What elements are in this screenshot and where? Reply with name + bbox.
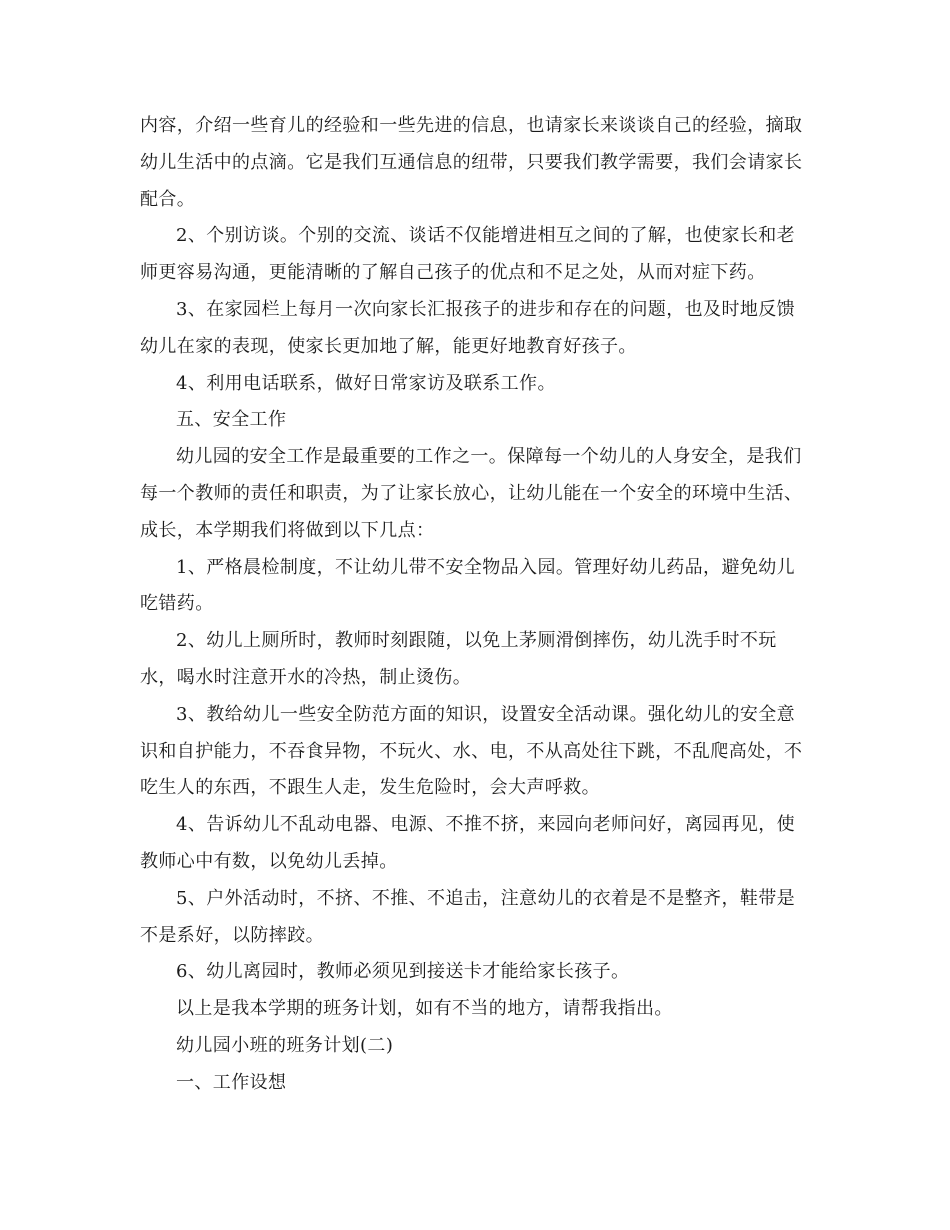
text-line: 幼儿园的安全工作是最重要的工作之一。保障每一个幼儿的人身安全，是我们 (176, 446, 802, 468)
text-line: 幼儿生活中的点滴。它是我们互通信息的纽带，只要我们教学需要，我们会请家长 (140, 151, 803, 173)
text-line: 2、幼儿上厕所时，教师时刻跟随，以免上茅厕滑倒摔伤，幼儿洗手时不玩 (176, 630, 777, 652)
text-line: 每一个教师的责任和职责，为了让家长放心，让幼儿能在一个安全的环境中生活、 (140, 482, 803, 504)
text-line: 教师心中有数，以免幼儿丢掉。 (140, 850, 398, 872)
text-line: 师更容易沟通，更能清晰的了解自己孩子的优点和不足之处，从而对症下药。 (140, 262, 766, 284)
text-line: 以上是我本学期的班务计划，如有不当的地方，请帮我指出。 (176, 998, 673, 1020)
text-line: 4、利用电话联系，做好日常家访及联系工作。 (176, 372, 556, 394)
text-line: 配合。 (140, 188, 196, 210)
text-line: 2、个别访谈。个别的交流、谈话不仅能增进相互之间的了解，也使家长和老 (176, 225, 796, 247)
text-line: 4、告诉幼儿不乱动电器、电源、不推不挤，来园向老师问好，离园再见，使 (176, 814, 796, 836)
text-line: 内容，介绍一些育儿的经验和一些先进的信息，也请家长来谈谈自己的经验，摘取 (140, 115, 803, 136)
text-line: 不是系好，以防摔跤。 (140, 924, 324, 946)
text-line: 吃生人的东西，不跟生人走，发生危险时，会大声呼救。 (140, 777, 600, 799)
text-line: 1、严格晨检制度，不让幼儿带不安全物品入园。管理好幼儿药品，避免幼儿 (176, 556, 796, 578)
text-line: 水，喝水时注意开水的冷热，制止烫伤。 (140, 666, 472, 688)
text-line: 幼儿在家的表现，使家长更加地了解，能更好地教育好孩子。 (140, 335, 637, 357)
text-line: 5、户外活动时，不挤、不推、不追击，注意幼儿的衣着是不是整齐，鞋带是 (176, 887, 796, 909)
section-heading: 五、安全工作 (176, 409, 287, 431)
text-line: 6、幼儿离园时，教师必须见到接送卡才能给家长孩子。 (176, 961, 630, 983)
section-heading: 一、工作设想 (176, 1071, 287, 1093)
document-subtitle: 幼儿园小班的班务计划(二) (176, 1034, 394, 1056)
document-body (140, 108, 818, 1102)
text-line: 成长，本学期我们将做到以下几点： (140, 519, 435, 541)
text-line: 3、在家园栏上每月一次向家长汇报孩子的进步和存在的问题，也及时地反馈 (176, 298, 796, 320)
text-line: 识和自护能力，不吞食异物，不玩火、水、电，不从高处往下跳，不乱爬高处，不 (140, 740, 803, 762)
text-line: 吃错药。 (140, 593, 214, 615)
text-line: 3、教给幼儿一些安全防范方面的知识，设置安全活动课。强化幼儿的安全意 (176, 703, 796, 725)
